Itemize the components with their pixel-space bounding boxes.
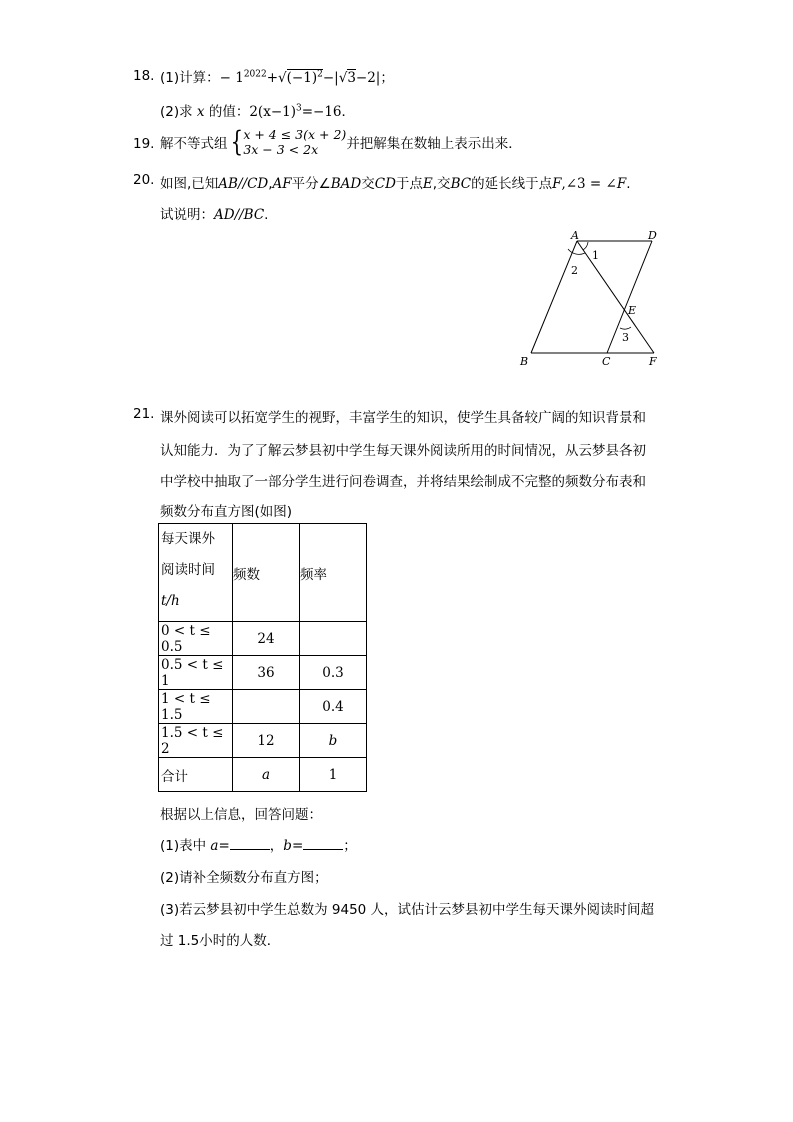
table-row [159,724,367,758]
q18-part2-exp: 3 [295,103,302,114]
text: 交 [361,176,375,192]
frequency-table [158,523,367,792]
label-angle-1: 1 [592,249,599,262]
text: , [268,176,273,192]
var-a: a [210,838,219,854]
label-angle-3: 3 [622,331,629,344]
q18-abs-close: −2|； [355,70,394,86]
text: (1)表中 [160,838,207,854]
q18-part1 [160,66,394,86]
header-time-line3: t/h [161,593,180,609]
equals: = [218,838,230,854]
q18-exponent: 2022 [243,69,267,80]
q21-line1: 课外阅读可以拓宽学生的视野，丰富学生的知识，使学生具备较广阔的知识背景和 [160,410,646,426]
q19-number: 19. [133,136,155,152]
row-range: 0.5 < t ≤ 1 [159,656,233,690]
row-rate: 0.4 [300,690,367,724]
q21-line3: 中学校中抽取了一部分学生进行问卷调查，并将结果绘制成不完整的频数分布表和 [160,474,646,490]
header-frequency: 频数 [233,524,300,622]
text: 的延长线于点 [471,176,553,192]
text: . [264,207,269,223]
row-range: 合计 [159,758,233,792]
q20-number: 20. [133,172,155,188]
q18-part1-prefix: (1)计算： [160,70,220,86]
math: BAD [330,176,362,192]
q18-plus: + [266,70,279,86]
row-range: 1.5 < t ≤ 2 [159,724,233,758]
label-D: D [648,229,657,242]
table-row [159,758,367,792]
row-rate [300,622,367,656]
row-rate: 1 [300,758,367,792]
var-b: b [283,838,292,854]
q18-abs-open: −| [322,70,339,86]
q18-part2 [160,100,355,120]
q18-part2-mid: 的值： [208,104,250,120]
equals: = [291,838,304,854]
row-freq: 24 [233,622,300,656]
row-freq: a [233,758,300,792]
q21-line2: 认知能力．为了了解云梦县初中学生每天课外阅读所用的时间情况，从云梦县各初 [160,443,646,459]
q18-sqrt-inner: (−1) [286,70,318,86]
inequality-system [243,127,346,157]
q19-prefix: 解不等式组 [160,136,228,152]
label-C: C [602,355,611,368]
math: F [552,176,562,192]
row-range: 0 < t ≤ 0.5 [159,622,233,656]
text: ， [269,838,284,854]
q21-line4: 频数分布直方图(如图) [160,504,293,520]
text: . [626,176,631,192]
line-DC [607,241,652,353]
math: AF [272,176,292,192]
label-A: A [571,229,579,242]
q18-neg-one: − 1 [219,70,244,86]
row-rate: b [300,724,367,758]
label-E: E [628,304,637,317]
label-F: F [649,355,657,368]
q18-part2-tail: =−16． [301,104,356,120]
text: ,交 [432,176,451,192]
line-AB [531,241,577,353]
angle-3-arc [620,327,631,329]
q18-part2-expr: 2(x−1) [249,104,296,120]
row-rate: 0.3 [300,656,367,690]
q18-part2-prefix: (2)求 [160,104,193,120]
answer-blank-a[interactable] [230,837,270,850]
line-AF [577,241,654,353]
geometry-figure [510,228,670,374]
table-row [159,622,367,656]
q18-sqrt3: 3 [347,70,356,86]
q21-after: 根据以上信息，回答问题： [160,807,322,823]
q18-number: 18. [133,68,155,84]
header-rate: 频率 [300,524,367,622]
header-time-line1: 每天课外 [161,531,215,547]
math: E [422,176,433,192]
header-time [159,524,233,622]
answer-blank-b[interactable] [303,837,343,850]
math: ,∠3 = ∠ [561,176,617,192]
math: BC [450,176,472,192]
q21-number: 21. [133,406,155,422]
math: AD//BC [214,207,265,223]
table-row [159,690,367,724]
q21-part3-line1: (3)若云梦县初中学生总数为 9450 人，试估计云梦县初中学生每天课外阅读时间超 [160,902,655,918]
sqrt-symbol: √ [278,70,287,86]
q21-part2: (2)请补全频数分布直方图； [160,870,328,886]
math: CD [374,176,396,192]
row-range: 1 < t ≤ 1.5 [159,690,233,724]
label-angle-2: 2 [571,264,578,277]
row-freq: 12 [233,724,300,758]
q18-var-x: x [196,104,205,120]
q21-part3-line2: 过 1.5小时的人数． [160,933,281,949]
math: AB//CD [218,176,269,192]
q18-sqrt-exp: 2 [317,69,323,80]
q18-sqrt-content [287,69,323,86]
q19-line2: 3x − 3 < 2x [243,142,319,157]
text: ； [343,838,357,854]
text: 试说明： [160,207,214,223]
q21-part1 [160,834,357,854]
q19-text [160,127,522,157]
q20-line2 [160,203,268,223]
brace-symbol: { [230,125,243,158]
math: F [616,176,627,192]
row-freq [233,690,300,724]
table-row [159,656,367,690]
sqrt-symbol: √ [338,70,348,86]
label-B: B [520,355,529,368]
q20-line1 [160,172,631,192]
table-header-row [159,524,367,622]
text: 如图,已知 [160,176,219,192]
header-time-line2: 阅读时间 [161,562,215,578]
row-freq: 36 [233,656,300,690]
text: 平分∠ [291,176,331,192]
q19-line1: x + 4 ≤ 3(x + 2) [243,127,347,142]
q19-suffix: 并把解集在数轴上表示出来． [346,136,522,152]
text: 于点 [395,176,423,192]
angle-1-arc [583,242,588,250]
